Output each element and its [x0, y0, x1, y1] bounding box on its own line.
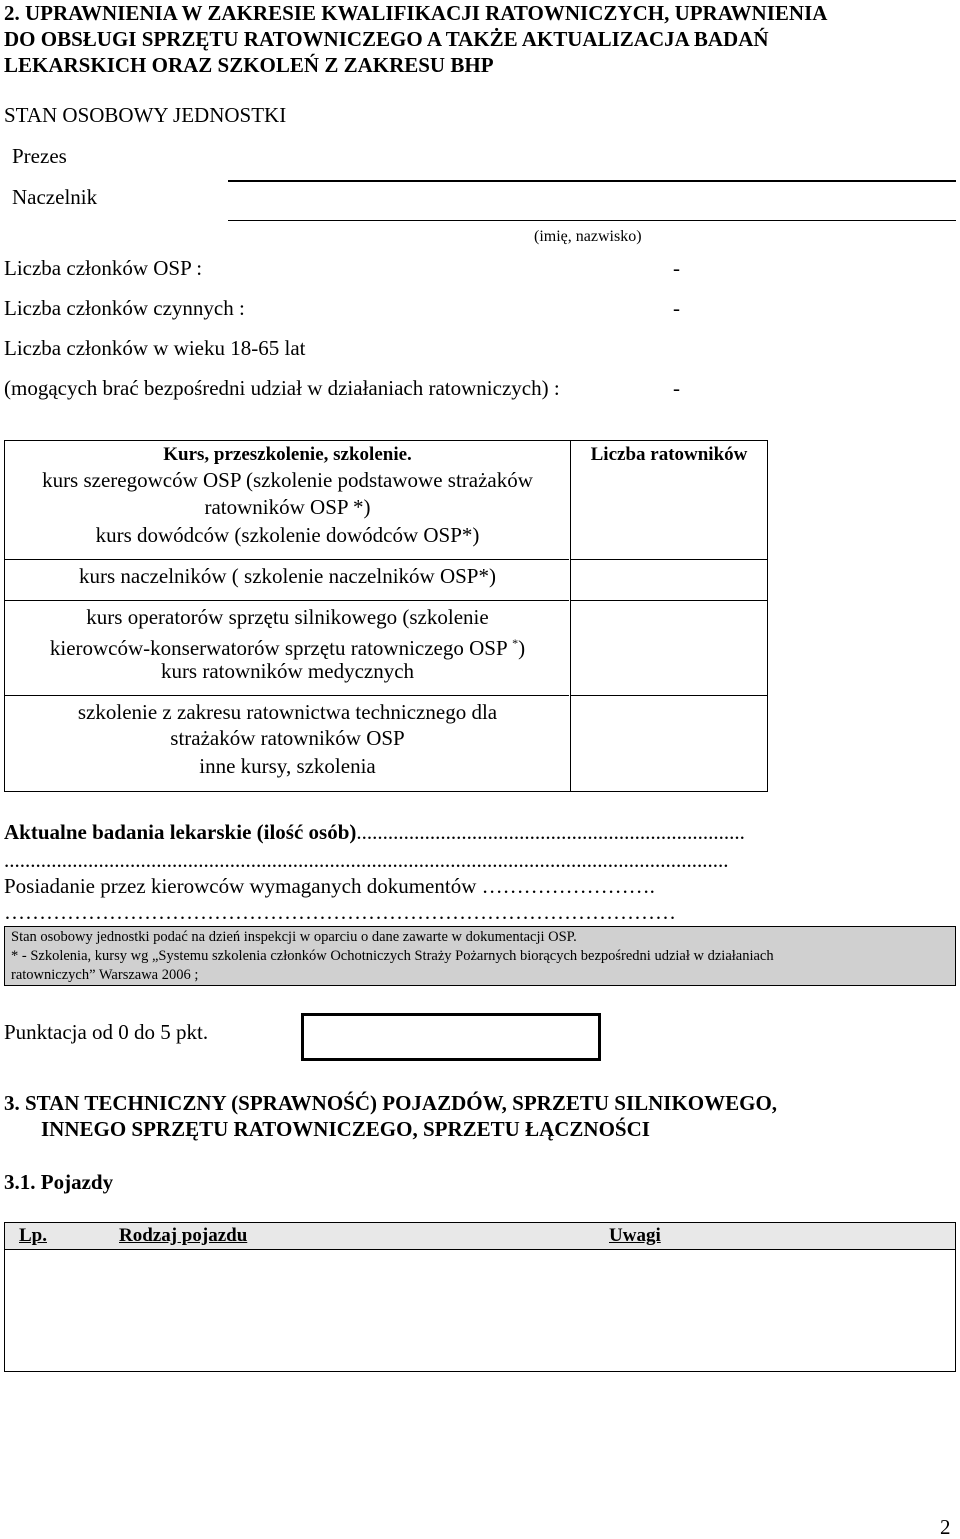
members-osp-label: Liczba członków OSP : — [4, 256, 203, 280]
score-label: Punktacja od 0 do 5 pkt. — [4, 1020, 209, 1044]
medical-label-text: Aktualne badania lekarskie (ilość osób) — [4, 820, 357, 844]
documents-label: Posiadanie przez kierowców wymaganych dokumentów — [4, 874, 477, 898]
note-line3: ratowniczych” Warszawa 2006 ; — [11, 967, 199, 983]
prezes-name-line[interactable] — [228, 180, 956, 182]
section-3-heading-line1: 3. STAN TECHNICZNY (SPRAWNOŚĆ) POJAZDÓW, SPRZETU SILNIKOWEGO, — [4, 1091, 778, 1115]
members-age-value: - — [673, 376, 680, 400]
vehicles-table — [4, 1222, 956, 1372]
medical-dots: .......................................................................... — [356, 820, 745, 844]
naczelnik-label: Naczelnik — [12, 185, 98, 209]
header-count: Liczba ratowników — [590, 444, 748, 465]
row-course-1a: kurs szeregowców OSP (szkolenie podstawowe strażaków — [42, 468, 533, 492]
row-course-6a: szkolenie z zakresu ratownictwa technicznego dla — [77, 700, 498, 724]
row-course-6b: strażaków ratowników OSP — [170, 726, 405, 750]
members-age-note: (mogących brać bezpośredni udział w działaniach ratowniczych) : — [4, 376, 560, 400]
members-active-label: Liczba członków czynnych : — [4, 296, 245, 320]
naczelnik-name-line[interactable] — [228, 220, 956, 221]
courses-table — [4, 440, 768, 792]
section-3-heading-line2: INNEGO SPRZĘTU RATOWNICZEGO, SPRZETU ŁĄCZNOŚCI — [41, 1117, 650, 1141]
row-course-1b: ratowników OSP *) — [204, 495, 371, 519]
score-input-box[interactable] — [301, 1013, 601, 1061]
prezes-label: Prezes — [12, 144, 67, 168]
row-course-4b-sup: * — [512, 636, 519, 650]
documents-dots-line: …………………………………………………………………………………… — [4, 900, 676, 924]
section-3-1-heading: 3.1. Pojazdy — [4, 1170, 114, 1194]
row-course-5: kurs ratowników medycznych — [160, 659, 415, 683]
header-course: Kurs, przeszkolenie, szkolenie. — [163, 444, 412, 465]
name-hint: (imię, nazwisko) — [534, 228, 642, 245]
note-line2: * - Szkolenia, kursy wg „Systemu szkolenia członków Ochotniczych Straży Pożarnych biorących bezpośredni udział w działaniach — [11, 948, 774, 964]
stan-title: STAN OSOBOWY JEDNOSTKI — [4, 103, 287, 127]
row-course-4b-text: kierowców-konserwatorów sprzętu ratowniczego OSP — [49, 636, 507, 660]
col-notes: Uwagi — [609, 1225, 661, 1246]
page-number: 2 — [940, 1515, 951, 1539]
medical-label — [4, 820, 745, 844]
section-2-heading-line2: DO OBSŁUGI SPRZĘTU RATOWNICZEGO A TAKŻE AKTUALIZACJA BADAŃ — [4, 27, 769, 51]
row-course-2: kurs dowódców (szkolenie dowódców OSP*) — [95, 523, 480, 547]
row-course-4b — [5, 630, 570, 661]
members-osp-value: - — [673, 256, 680, 280]
section-2-heading-line1: 2. UPRAWNIENIA W ZAKRESIE KWALIFIKACJI RATOWNICZYCH, UPRAWNIENIA — [4, 1, 828, 25]
note-line1: Stan osobowy jednostki podać na dzień inspekcji w oparciu o dane zawarte w dokumentacji OSP. — [11, 929, 577, 945]
section-2-heading-line3: LEKARSKICH ORAZ SZKOLEŃ Z ZAKRESU BHP — [4, 53, 494, 77]
col-lp: Lp. — [19, 1225, 47, 1246]
row-course-3: kurs naczelników ( szkolenie naczelników OSP*) — [79, 564, 496, 588]
row-course-4b-close: ) — [518, 636, 526, 660]
row-course-4a: kurs operatorów sprzętu silnikowego (szkolenie — [86, 605, 489, 629]
documents-dots: ……………………. — [481, 874, 655, 898]
documents-line — [4, 874, 655, 898]
medical-dots-line: .......................................................................................................................................... — [4, 848, 729, 872]
members-age-label: Liczba członków w wieku 18-65 lat — [4, 336, 306, 360]
members-active-value: - — [673, 296, 680, 320]
row-course-7: inne kursy, szkolenia — [199, 754, 376, 778]
section-2-heading — [4, 0, 827, 78]
col-vehicle-type: Rodzaj pojazdu — [119, 1225, 248, 1246]
note-box — [4, 926, 956, 986]
